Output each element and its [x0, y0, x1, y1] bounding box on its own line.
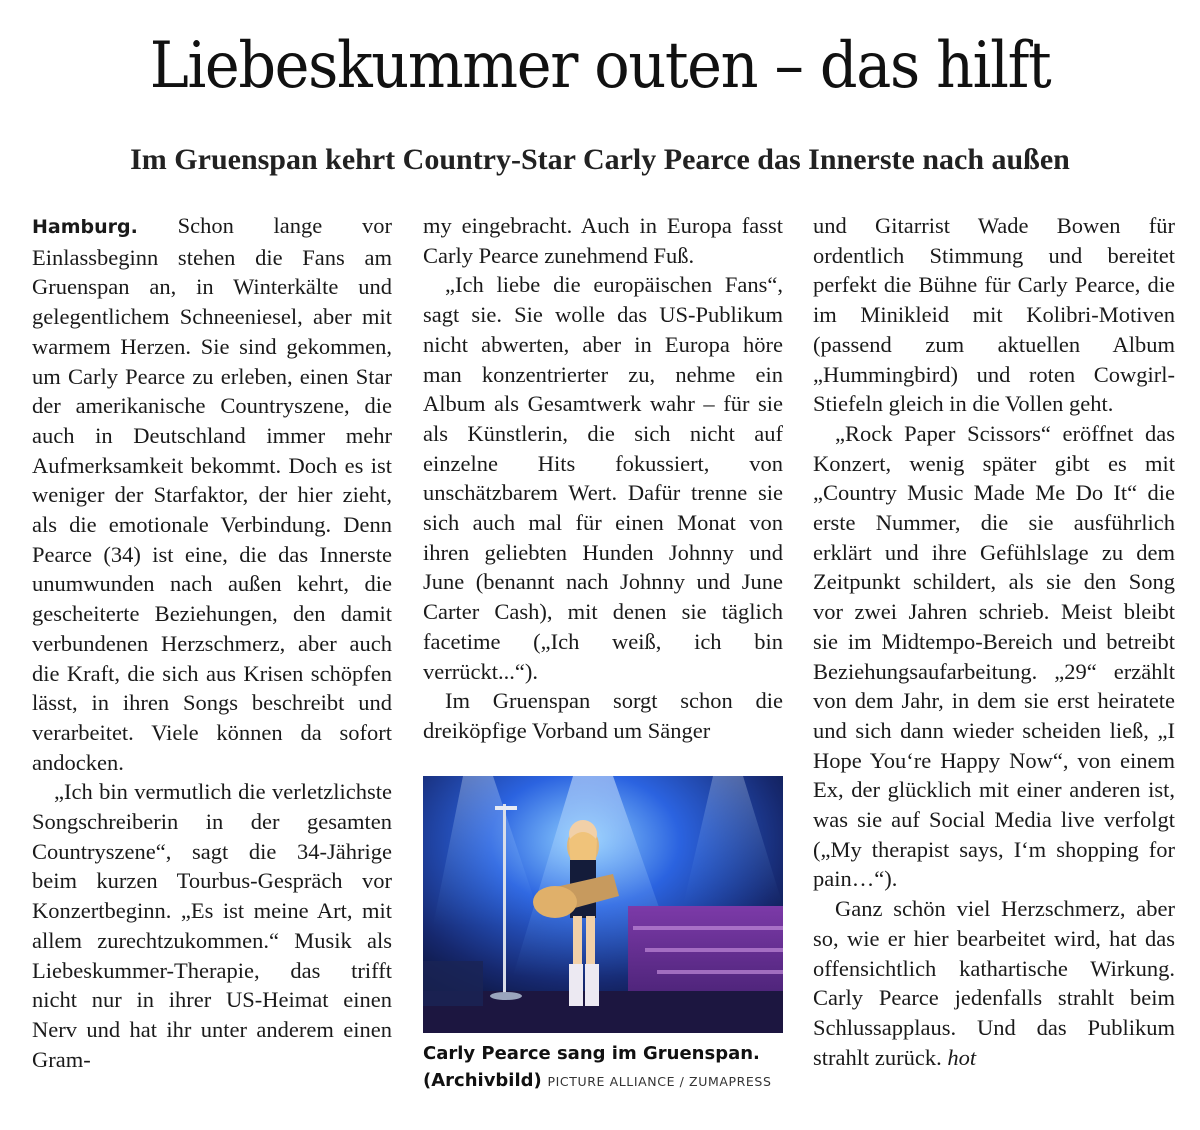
subheadline: Im Gruenspan kehrt Country-Star Carly Pearce das Innerste nach außen	[130, 143, 1070, 176]
paragraph: my eingebracht. Auch in Europa fasst Carly Pearce zunehmend Fuß.	[423, 213, 783, 268]
paragraph-text: Ganz schön viel Herzschmerz, aber so, wie er hier bearbeitet wird, hat das offensichtlich kathartische Wirkung. Carly Pearce jedenfalls strahlt beim Schlussapplaus. Und das Publikum strahlt zurück.	[813, 896, 1175, 1070]
photo-caption	[423, 1040, 793, 1095]
author-signature: hot	[947, 1044, 977, 1070]
concert-photo	[423, 776, 783, 1033]
caption-line-2: (Archivbild)	[423, 1070, 542, 1091]
caption-line-1: Carly Pearce sang im Gruenspan.	[423, 1043, 760, 1064]
headline: Liebeskummer outen – das hilft	[149, 29, 1051, 103]
dateline: Hamburg.	[32, 216, 138, 238]
paragraph: Im Gruenspan sorgt schon die dreiköpfige Vorband um Sänger	[423, 688, 783, 743]
paragraph: und Gitarrist Wade Bowen für ordentlich Stimmung und bereitet perfekt die Bühne für Carly Pearce, die im Minikleid mit Kolibri-Motiven (passend zum aktuellen Album „Hummingbird) und roten Cowgirl-Stiefeln gleich in die Vollen geht.	[813, 213, 1175, 417]
article-column-1	[32, 211, 392, 1074]
caption-line-2-wrapper	[423, 1067, 793, 1095]
paragraph	[32, 211, 392, 777]
paragraph-text: Schon lange vor Einlassbeginn stehen die Fans am Gruenspan an, in Winterkälte und gelegentlichem Schneeniesel, aber mit warmem Herzen. Sie sind gekommen, um Carly Pearce zu erleben, einen Star der amerikanische Countryszene, die auch in Deutschland immer mehr Aufmerksamkeit bekommt. Doch es ist weniger der Starfaktor, der hier zieht, als die emotionale Verbindung. Denn Pearce (34) ist eine, die das Innerste unumwunden nach außen kehrt, die gescheiterte Beziehungen, den damit verbundenen Herzschmerz, aber auch die Kraft, die sich aus Krisen schöpfen lässt, in ihren Songs beschreibt und verarbeitet. Viele können da sofort andocken.	[32, 213, 393, 775]
stage-image	[423, 776, 783, 1033]
paragraph: „Ich bin vermutlich die verletzlichste Songschreiberin in der gesamten Countryszene“, sagt die 34-Jährige beim kurzen Tourbus-Gespräch vor Konzertbeginn. „Es ist meine Art, mit allem zurechtzukommen.“ Musik als Liebeskummer-Therapie, das trifft nicht nur in ihrer US-Heimat einen Nerv und hat ihr unter anderem einen Gram-	[32, 779, 392, 1072]
paragraph: „Ich liebe die europäischen Fans“, sagt sie. Sie wolle das US-Publikum nicht abwerten, aber in Europa höre man konzentrierter zu, nehme ein Album als Gesamtwerk wahr – für sie als Künstlerin, die sich nicht auf einzelne Hits fokussiert, von unschätzbarem Wert. Dafür trenne sie sich auch mal für einen Monat von ihren geliebten Hunden Johnny und June (benannt nach Johnny und June Carter Cash), mit denen sie täglich facetime („Ich weiß, ich bin verrückt...“).	[423, 272, 783, 684]
article-column-3	[813, 211, 1175, 1072]
paragraph: „Rock Paper Scissors“ eröffnet das Konzert, wenig später gibt es mit „Country Music Made Me Do It“ die erste Nummer, die sie ausführlich erklärt und ihre Gefühlslage zu dem Zeitpunkt schildert, als sie den Song vor zwei Jahren schrieb. Meist bleibt sie im Midtempo-Bereich und betreibt Beziehungsaufarbeitung. „29“ erzählt von dem Jahr, in dem sie erst heiratete und sich dann wieder scheiden ließ, „I Hope You‘re Happy Now“, von einem Ex, der glücklich mit einer anderen ist, was sie auf Social Media live verfolgt („My therapist says, I‘m shopping for pain…“).	[813, 420, 1175, 892]
photo-credit: PICTURE ALLIANCE / ZUMAPRESS	[547, 1074, 772, 1089]
article-column-2	[423, 211, 783, 746]
paragraph	[813, 894, 1175, 1072]
